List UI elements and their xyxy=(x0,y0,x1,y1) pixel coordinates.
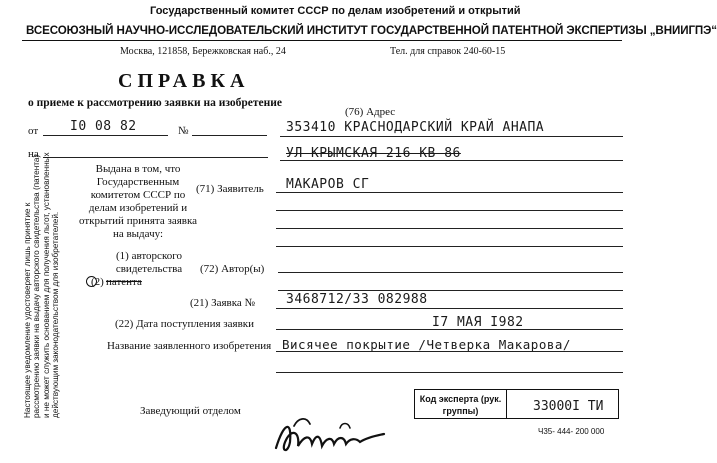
expert-label: Код эксперта (рук. группы) xyxy=(415,390,507,418)
document-title: СПРАВКА xyxy=(118,70,250,92)
applicant-label: (71) Заявитель xyxy=(196,183,264,195)
signature-icon xyxy=(270,412,390,458)
issued-statement: Выдана в том, что Государственным комитетом СССР по делам изобретений и открытий принята заявка на выдачу: xyxy=(78,163,198,240)
address-line-1-value: 353410 КРАСНОДАРСКИЙ КРАЙ АНАПА xyxy=(286,120,545,135)
applicant-line-4 xyxy=(276,246,623,247)
application-line xyxy=(276,308,623,309)
on-label: на xyxy=(28,148,39,160)
expert-box xyxy=(414,389,619,419)
receipt-value: I7 МАЯ I982 xyxy=(432,315,524,330)
institute-heading: ВСЕСОЮЗНЫЙ НАУЧНО-ИССЛЕДОВАТЕЛЬСКИЙ ИНСТИТУТ ГОСУДАРСТВЕННОЙ ПАТЕНТНОЙ ЭКСПЕРТИЗЫ „ВНИИГПЭ“ xyxy=(26,24,717,37)
number-label: № xyxy=(178,125,189,137)
side-note: Настоящее уведомление удостоверяет лишь принятие к рассмотрению заявки на выдачу авторского свидетельства (патента) и не может служить основанием для получения льгот, установленных действующим законодательством для изобретателей. xyxy=(23,152,61,418)
committee-heading: Государственный комитет СССР по делам изобретений и открытий xyxy=(150,5,521,17)
side-note-container xyxy=(6,148,78,418)
document-subtitle: о приеме к рассмотрению заявки на изобретение xyxy=(28,97,282,109)
header-divider xyxy=(22,40,622,41)
invention-line-1 xyxy=(276,351,623,352)
application-value: 3468712/33 082988 xyxy=(286,292,428,307)
from-date-line xyxy=(43,135,168,136)
institute-phone: Тел. для справок 240-60-15 xyxy=(390,46,506,57)
applicant-line-3 xyxy=(276,228,623,229)
option-2-circle-icon xyxy=(86,276,97,287)
applicant-value: МАКАРОВ СГ xyxy=(286,177,370,192)
applicant-line-2 xyxy=(276,210,623,211)
manager-label: Заведующий отделом xyxy=(140,405,241,417)
option-2-prefix: (2) xyxy=(91,276,104,288)
print-code: Ч35- 444- 200 000 xyxy=(538,427,605,436)
number-line xyxy=(192,135,267,136)
invention-value: Висячее покрытие /Четверка Макарова/ xyxy=(282,337,571,352)
address-label: (76) Адрес xyxy=(345,106,396,118)
institute-address: Москва, 121858, Бережковская наб., 24 xyxy=(120,46,286,57)
invention-label: Название заявленного изобретения xyxy=(107,340,272,352)
option-1-label: (1) авторского свидетельства xyxy=(115,250,183,275)
applicant-line-1 xyxy=(276,192,623,193)
address-line-2 xyxy=(280,160,623,161)
receipt-line xyxy=(276,329,623,330)
author-line-2 xyxy=(278,290,623,291)
address-line-1 xyxy=(280,136,623,137)
receipt-label: (22) Дата поступления заявки xyxy=(115,318,255,330)
from-date-value: I0 08 82 xyxy=(70,119,137,134)
author-line-1 xyxy=(278,272,623,273)
expert-code: 33000I ТИ xyxy=(533,399,604,414)
address-line-2-value: УЛ КРЫМСКАЯ 216 КВ 86 xyxy=(286,146,461,161)
from-label: от xyxy=(28,125,39,137)
application-label: (21) Заявка № xyxy=(190,297,256,309)
option-2-label: патента xyxy=(106,276,142,288)
invention-line-2 xyxy=(276,372,623,373)
author-label: (72) Автор(ы) xyxy=(200,263,265,275)
